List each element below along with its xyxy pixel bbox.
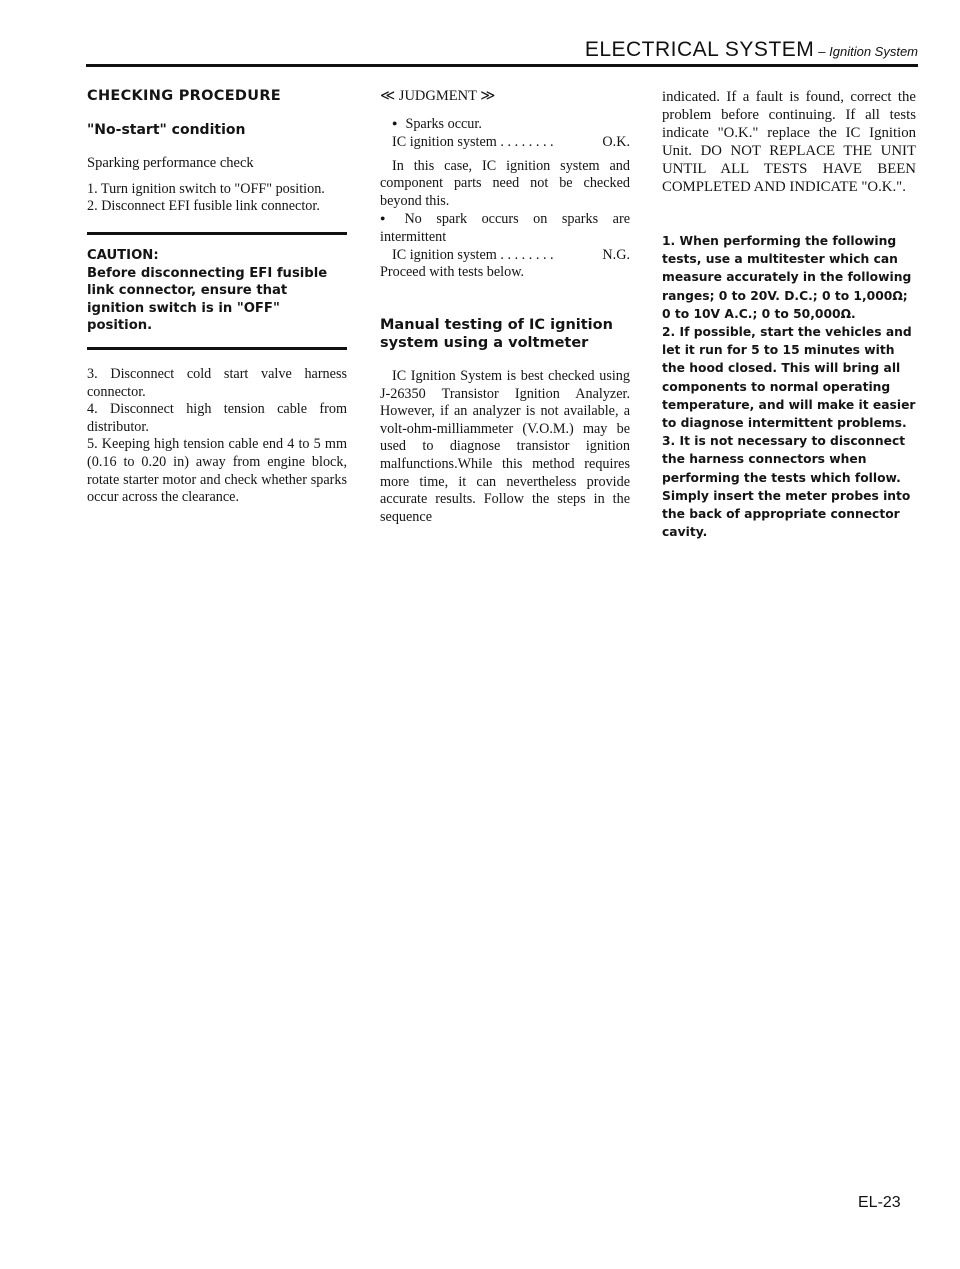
manual-testing-paragraph: IC Ignition System is best checked using J-26350 Transistor Ignition Analyzer. However, if an analyzer is not available, a volt-ohm-milliammeter (V.O.M.) may be used to diagnose transistor ignition malfunctions.While this method requires more time, it can nevertheless provide accurate results. Follow the steps in the sequence bbox=[380, 367, 630, 525]
column-left bbox=[87, 88, 347, 507]
step-5: 5. Keeping high tension cable end 4 to 5 mm (0.16 to 0.20 in) away from engine block, rotate starter motor and check whether sparks occur across the clearance. bbox=[87, 436, 347, 506]
note-3: 3. It is not necessary to disconnect the harness connectors when performing the tests which follow. Simply insert the meter probes into the back of appropriate connector cavity. bbox=[662, 434, 911, 540]
subsection-title: Sparking performance check bbox=[87, 155, 254, 172]
section-title: CHECKING PROCEDURE bbox=[87, 88, 281, 104]
step-1: 1. Turn ignition switch to "OFF" position. bbox=[87, 180, 325, 197]
result-ok-label: IC ignition system . . . . . . . . bbox=[392, 134, 554, 151]
page-header bbox=[500, 38, 918, 62]
judgment-bullet-nospark: ● No spark occurs on sparks are intermittent bbox=[380, 211, 630, 247]
step-3: 3. Disconnect cold start valve harness connector. bbox=[87, 365, 347, 400]
result-ng-label: IC ignition system . . . . . . . . bbox=[392, 246, 554, 263]
caution-rule-top bbox=[87, 232, 347, 235]
result-ok-row bbox=[380, 134, 630, 152]
column-right bbox=[662, 88, 916, 541]
header-subtitle: – Ignition System bbox=[818, 44, 918, 59]
judgment-paragraph: In this case, IC ignition system and component parts need not be checked beyond this. bbox=[380, 157, 630, 209]
intro-paragraph: indicated. If a fault is found, correct the problem before continuing. If all tests indicate "O.K." replace the IC Ignition Unit. DO NOT REPLACE THE UNIT UNTIL ALL TESTS HAVE BEEN COMPLETED AND INDICATE "O.K.". bbox=[662, 89, 916, 195]
note-2: 2. If possible, start the vehicles and let it run for 5 to 15 minutes with the hood closed. This will bring all components to normal operating temperature, and will make it easier to diagnose intermittent problems. bbox=[662, 325, 916, 431]
caution-label: CAUTION: bbox=[87, 247, 159, 263]
caution-rule-bottom bbox=[87, 347, 347, 350]
column-middle bbox=[380, 88, 630, 526]
judgment-title: ≪ JUDGMENT ≫ bbox=[380, 88, 496, 104]
header-title: ELECTRICAL SYSTEM bbox=[584, 38, 815, 61]
note-1: 1. When performing the following tests, use a multitester which can measure accurately in the following ranges; 0 to 20V. D.C.; 0 to 1,000Ω; 0 to 10V A.C.; 0 to 50,000Ω. bbox=[662, 234, 912, 321]
condition-title: "No-start" condition bbox=[87, 121, 246, 138]
judgment-bullet-sparks: ● Sparks occur. bbox=[380, 116, 630, 135]
header-rule bbox=[86, 64, 918, 67]
page-number: EL-23 bbox=[858, 1194, 901, 1211]
notes-list bbox=[662, 232, 916, 541]
caution-text: Before disconnecting EFI fusible link connector, ensure that ignition switch is in "OFF" position. bbox=[87, 265, 328, 334]
proceed-text: Proceed with tests below. bbox=[380, 264, 525, 281]
result-ng-value: N.G. bbox=[602, 246, 630, 263]
step-2: 2. Disconnect EFI fusible link connector. bbox=[87, 198, 320, 215]
step-4: 4. Disconnect high tension cable from distributor. bbox=[87, 401, 347, 435]
result-ng-row bbox=[380, 247, 630, 265]
manual-testing-title: Manual testing of IC ignition system using a voltmeter bbox=[380, 316, 613, 351]
result-ok-value: O.K. bbox=[602, 134, 630, 151]
